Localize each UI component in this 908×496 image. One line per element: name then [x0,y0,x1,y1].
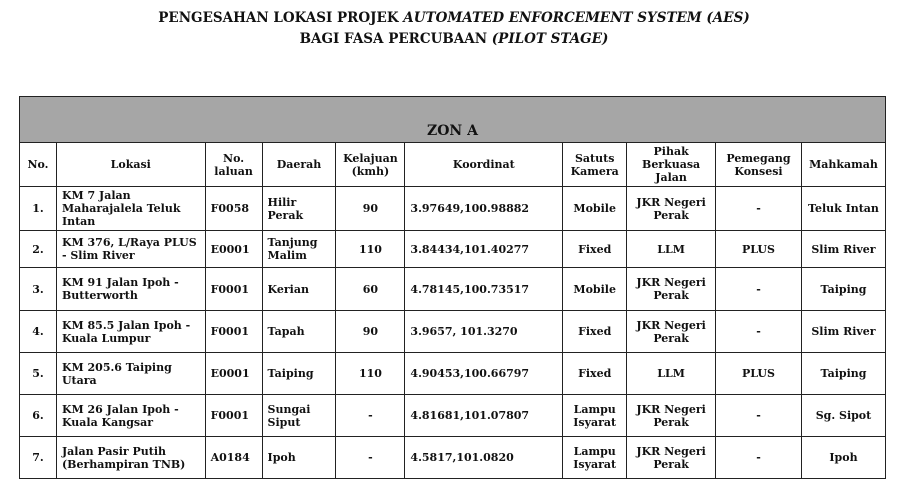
cell-status-kamera: Mobile [563,268,627,311]
header-koordinat: Koordinat [405,143,563,187]
cell-kelajuan: 110 [336,231,405,268]
cell-mahkamah: Ipoh [801,437,885,479]
cell-koordinat: 3.97649,100.98882 [405,187,563,231]
cell-kelajuan: 60 [336,268,405,311]
cell-lokasi: KM 85.5 Jalan Ipoh - Kuala Lumpur [56,311,205,353]
cell-mahkamah: Sg. Sipot [801,395,885,437]
cell-pihak-berkuasa: JKR Negeri Perak [627,437,716,479]
cell-mahkamah: Slim River [801,311,885,353]
cell-no-laluan: E0001 [205,231,262,268]
cell-pemegang-konsesi: - [716,311,802,353]
document-title-line1 [0,10,908,26]
cell-koordinat: 3.9657, 101.3270 [405,311,563,353]
table-row [20,231,886,268]
cell-kelajuan: 90 [336,187,405,231]
cell-no: 6. [20,395,57,437]
header-mahkamah: Mahkamah [801,143,885,187]
table-row [20,187,886,231]
cell-status-kamera: Lampu Isyarat [563,395,627,437]
cell-koordinat: 4.81681,101.07807 [405,395,563,437]
header-no-laluan: No. laluan [205,143,262,187]
cell-koordinat: 4.5817,101.0820 [405,437,563,479]
cell-no-laluan: E0001 [205,353,262,395]
cell-status-kamera: Mobile [563,187,627,231]
cell-lokasi: KM 91 Jalan Ipoh - Butterworth [56,268,205,311]
table-row [20,268,886,311]
cell-no: 2. [20,231,57,268]
cell-mahkamah: Slim River [801,231,885,268]
header-status-kamera: Satuts Kamera [563,143,627,187]
cell-pemegang-konsesi: - [716,187,802,231]
cell-no-laluan: A0184 [205,437,262,479]
cell-daerah: Hilir Perak [262,187,336,231]
cell-no-laluan: F0001 [205,395,262,437]
cell-pihak-berkuasa: JKR Negeri Perak [627,311,716,353]
cell-pemegang-konsesi: PLUS [716,353,802,395]
title-italic-text: AUTOMATED ENFORCEMENT SYSTEM (AES) [403,10,750,26]
cell-no-laluan: F0001 [205,311,262,353]
cell-pemegang-konsesi: - [716,268,802,311]
cell-status-kamera: Fixed [563,353,627,395]
table-row [20,311,886,353]
cell-lokasi: KM 7 Jalan Maharajalela Teluk Intan [56,187,205,231]
cell-status-kamera: Fixed [563,311,627,353]
cell-pihak-berkuasa: JKR Negeri Perak [627,187,716,231]
cell-daerah: Taiping [262,353,336,395]
cell-pihak-berkuasa: JKR Negeri Perak [627,395,716,437]
cell-koordinat: 3.84434,101.40277 [405,231,563,268]
cell-no: 4. [20,311,57,353]
cell-lokasi: Jalan Pasir Putih (Berhampiran TNB) [56,437,205,479]
cell-status-kamera: Fixed [563,231,627,268]
cell-koordinat: 4.90453,100.66797 [405,353,563,395]
subtitle-italic-text: (PILOT STAGE) [491,31,609,47]
table-row [20,395,886,437]
header-daerah: Daerah [262,143,336,187]
document-title-line2 [0,31,908,47]
cell-no: 1. [20,187,57,231]
cell-pihak-berkuasa: JKR Negeri Perak [627,268,716,311]
header-no: No. [20,143,57,187]
cell-no: 7. [20,437,57,479]
cell-mahkamah: Taiping [801,268,885,311]
cell-kelajuan: - [336,395,405,437]
cell-no-laluan: F0058 [205,187,262,231]
cell-lokasi: KM 26 Jalan Ipoh - Kuala Kangsar [56,395,205,437]
location-table [19,96,886,479]
cell-mahkamah: Taiping [801,353,885,395]
header-kelajuan: Kelajuan (kmh) [336,143,405,187]
cell-mahkamah: Teluk Intan [801,187,885,231]
cell-koordinat: 4.78145,100.73517 [405,268,563,311]
cell-no: 5. [20,353,57,395]
table-row [20,353,886,395]
cell-no-laluan: F0001 [205,268,262,311]
cell-daerah: Tanjung Malim [262,231,336,268]
subtitle-text: BAGI FASA PERCUBAAN [299,31,492,47]
title-text: PENGESAHAN LOKASI PROJEK [158,10,404,26]
header-pihak-berkuasa: Pihak Berkuasa Jalan [627,143,716,187]
cell-kelajuan: - [336,437,405,479]
header-lokasi: Lokasi [56,143,205,187]
cell-pihak-berkuasa: LLM [627,231,716,268]
cell-daerah: Tapah [262,311,336,353]
zone-header: ZON A [20,97,886,143]
cell-pemegang-konsesi: - [716,395,802,437]
header-pemegang-konsesi: Pemegang Konsesi [716,143,802,187]
cell-pemegang-konsesi: PLUS [716,231,802,268]
cell-kelajuan: 90 [336,311,405,353]
cell-pemegang-konsesi: - [716,437,802,479]
cell-daerah: Sungai Siput [262,395,336,437]
cell-status-kamera: Lampu Isyarat [563,437,627,479]
cell-lokasi: KM 376, L/Raya PLUS - Slim River [56,231,205,268]
cell-kelajuan: 110 [336,353,405,395]
table-row [20,437,886,479]
table-header-row [20,143,886,187]
cell-lokasi: KM 205.6 Taiping Utara [56,353,205,395]
cell-no: 3. [20,268,57,311]
cell-pihak-berkuasa: LLM [627,353,716,395]
cell-daerah: Ipoh [262,437,336,479]
cell-daerah: Kerian [262,268,336,311]
